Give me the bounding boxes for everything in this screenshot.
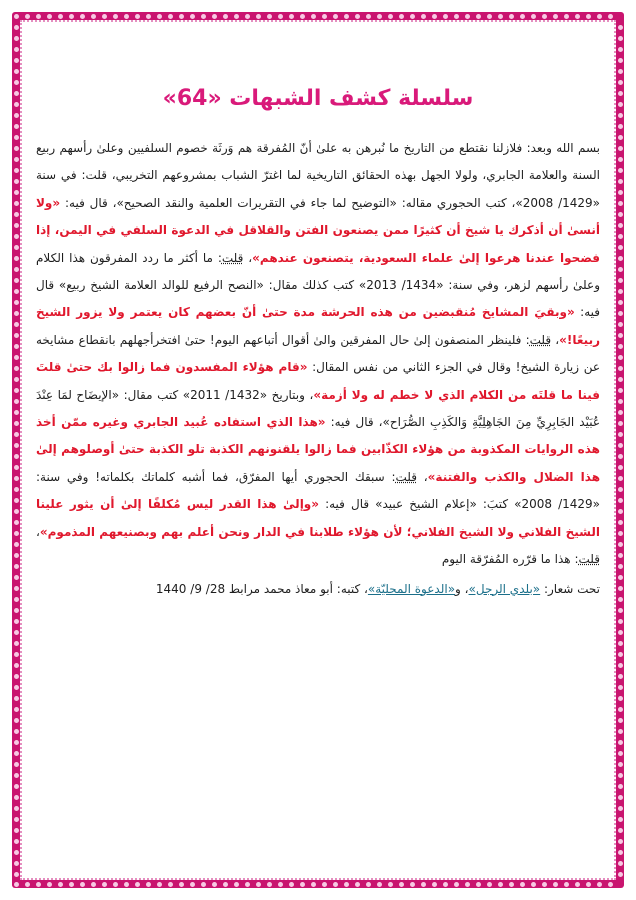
text-run: ، و (455, 581, 469, 596)
text-run: ، (36, 524, 40, 539)
text-run: : هذا ما قرّره المُفرّقة اليوم (441, 552, 579, 567)
text-run: : فلينظر المنصفون إلىٰ حال المفرقين والىٰ أقوال أتباعهم اليوم! حتىٰ افتخرأجهلهم بانقطاع مشايخه عن زيارة الشيخ! وقال في الجزء الثاني من نفس المقال: (36, 332, 600, 375)
qult-label: قلت (395, 469, 418, 484)
document-body (36, 30, 600, 860)
quote-text: «ولا أنسىٰ أن أذكرك يا شيخ أن كثيرًا ممن يصنعون الفتن والقلاقل في الدعوة السلفي في اليمن، إذا فضحوا عندنا هرعوا إلىٰ علماء السعودية، يتصنعون عندهم» (36, 195, 601, 265)
slogan-text: «بلدي الرجل» (468, 581, 541, 596)
text-run: ، كتبه: أبو معاذ محمد مرابط 28/ 9/ 1440 (155, 581, 368, 596)
text-run: : سبقك الحجوري أيها المفرّق، فما أشبه كلماتك بكلماته! وفي سنة: «1429/ 2008» كتبَ: «إعلام الشيخ عبيد» قال فيه: (36, 469, 600, 512)
text-run: تحت شعار: (540, 581, 600, 596)
quote-text: «وإلىٰ هذا القدر ليس مُكلفًا إلىٰ أن يثور علينا الشيخ الفلاني ولا الشيخ الفلاني؛ لأن هؤلاء طلابنا في الدار ونحن أعلم بهم وبصنيعهم المذموم» (36, 497, 600, 539)
qult-label: قلت (221, 250, 244, 265)
text-run: ، (417, 469, 428, 484)
text-run: ، (243, 250, 253, 265)
main-paragraph (36, 135, 600, 574)
text-run: بسم الله وبعد: فلازلنا نقتطع من التاريخ ما نُبرهن به علىٰ أنّ المُفرقة هم وَرثَة خصوم السلفيين وعلىٰ رأسهم ربيع السنة والعلامة الجابري، ولولا الجهل بهذه الحقائق التاريخية لما اغترّ الشباب بمشروعهم التخريبي، قلت: في سنة «1429/ 2008»، كتب الحجوري مقاله: «التوضيح لما جاء في التقريرات العلمية والنقد الصحيح»، قال فيه: (36, 141, 601, 210)
text-run: : ما أكثر ما ردد المفرقون هذا الكلام وعلىٰ رأسهم لزهر، وفي سنة: «1434/ 2013» كتب كذلك مقال: «النصح الرفيع للوالد العلامة الشيخ ربيع» قال فيه: (36, 250, 600, 320)
slogan-text: «الدعوة المحليّة» (367, 581, 456, 596)
qult-label: قلت (529, 332, 552, 347)
quote-text: «وبقيَ المشايخ مُنقبضين من هذه الحرشة مدة حتىٰ أنّ بعضهم كان يعتمر ولا يزور الشيخ ربيعًا!» (36, 305, 600, 347)
quote-text: «هذا الذي استفاده عُبيد الجابري وغيره ممّن أخذ هذه الروايات المكذوبة من هؤلاء الكذّابين فما زالوا يلقنونهم الكذبة تلو الكذبة حتىٰ أوصلوهم إلىٰ هذا الضلال والكذب والفتنة» (36, 415, 601, 484)
quote-text: «قام هؤلاء المفسدون فما زالوا بك حتىٰ قلتَ فينا ما قلتَه من الكلام الذي لا خطم له ولا أزمة» (36, 360, 601, 402)
text-run: ، وبتاريخ «1432/ 2011» كتب مقال: «الإيضَاح لمَا عِنْدَ عُبَيْد الجَابِرِيِّ مِنَ الجَاهِلِيَّةِ وَالكَذِبِ الصُّرَاح»، قال فيه: (36, 387, 600, 430)
qult-label: قلت (578, 552, 600, 567)
text-run: ، (551, 332, 560, 347)
signature-line (36, 578, 600, 600)
page-title: سلسلة كشف الشبهات «64» (162, 86, 474, 111)
